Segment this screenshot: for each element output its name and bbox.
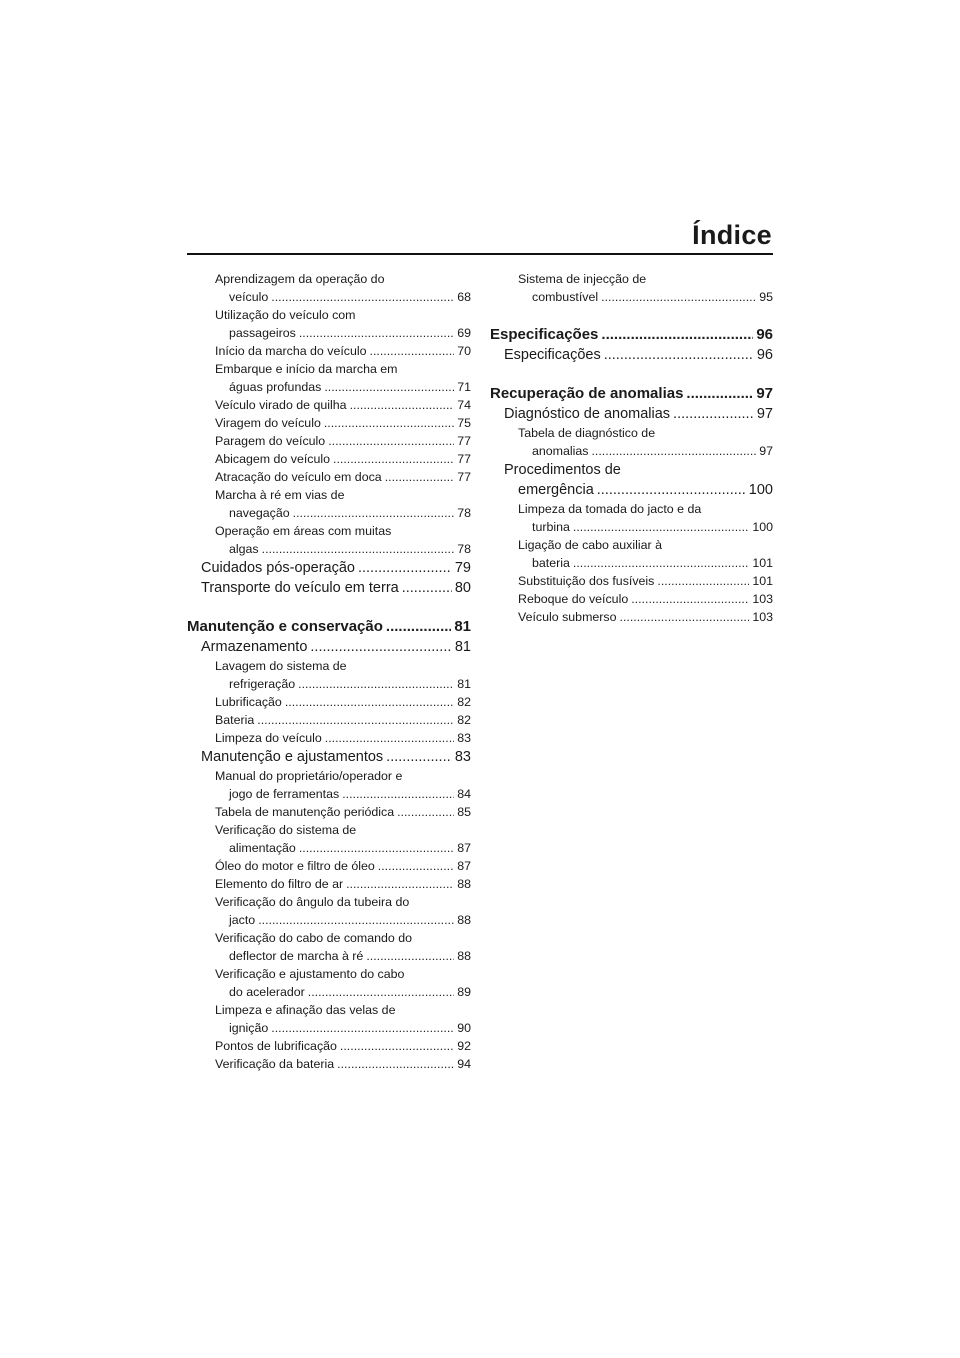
toc-entry[interactable] [490,383,773,404]
toc-entry-title: navegação [229,506,290,520]
toc-entry[interactable] [187,616,471,637]
toc-page-number: 83 [454,749,471,765]
toc-entry-line [215,711,471,729]
toc-entry-title: algas [229,542,259,556]
toc-entry-line [518,288,773,306]
toc-dot-leader [310,637,451,657]
toc-entry-title: bateria [532,556,570,570]
toc-dot-leader [620,608,750,626]
toc-entry-line [215,729,471,747]
toc-entry-title: turbina [532,520,570,534]
toc-dot-leader [604,345,754,365]
toc-entry[interactable] [490,608,773,626]
toc-page-number: 70 [457,344,471,358]
toc-entry[interactable] [187,270,471,306]
toc-entry[interactable] [490,460,773,500]
toc-entry[interactable] [187,767,471,803]
toc-entry-title: águas profundas [229,380,322,394]
toc-page-number: 77 [457,452,471,466]
toc-entry-line [215,1019,471,1037]
toc-page-number: 103 [752,610,773,624]
toc-page-number: 100 [752,520,773,534]
toc-page-number: 81 [457,677,471,691]
toc-entry-title-line1: Tabela de diagnóstico de [518,426,656,440]
toc-entry[interactable] [490,424,773,460]
toc-entry-line [201,578,471,598]
toc-entry-title-line1: Lavagem do sistema de [215,659,347,673]
toc-entry-line [215,414,471,432]
toc-entry-line [201,637,471,657]
toc-entry-title-line1: Verificação do sistema de [215,823,357,837]
toc-entry-title-line1: Ligação de cabo auxiliar à [518,538,662,552]
toc-page-number: 78 [457,506,471,520]
toc-page-number: 101 [752,556,773,570]
toc-entry-line [215,396,471,414]
toc-dot-leader [358,558,452,578]
toc-dot-leader [386,616,451,637]
toc-page-number: 82 [457,713,471,727]
toc-dot-leader [597,480,746,500]
toc-page-number: 88 [457,949,471,963]
toc-entry[interactable] [187,657,471,693]
toc-entry-title: Manutenção e conservação [187,618,383,635]
toc-entry[interactable] [490,324,773,345]
toc-entry[interactable] [187,693,471,711]
toc-dot-leader [385,468,455,486]
toc-dot-leader [370,342,455,360]
toc-entry[interactable] [187,637,471,657]
toc-entry-title: Elemento do filtro de ar [215,877,344,891]
toc-entry[interactable] [490,572,773,590]
toc-dot-leader [591,442,756,460]
toc-dot-leader [386,747,452,767]
toc-entry-title-line1: Limpeza da tomada do jacto e da [518,502,702,516]
toc-entry-title: Paragem do veículo [215,434,326,448]
toc-entry-title: Especificações [504,347,601,363]
toc-dot-leader [271,288,454,306]
toc-entry[interactable] [187,558,471,578]
toc-entry-title: Cuidados pós-operação [201,560,355,576]
toc-page-number: 97 [756,406,773,422]
toc-entry[interactable] [187,306,471,342]
toc-entry-title: Limpeza do veículo [215,731,322,745]
toc-page-number: 96 [756,347,773,363]
toc-entry[interactable] [187,486,471,522]
toc-entry[interactable] [490,590,773,608]
toc-entry-title: alimentação [229,841,296,855]
toc-entry-line [215,1037,471,1055]
toc-entry-title: Reboque do veículo [518,592,629,606]
toc-entry[interactable] [187,1001,471,1037]
toc-page-number: 100 [748,482,773,498]
toc-entry-line [518,554,773,572]
toc-entry-title: Viragem do veículo [215,416,321,430]
toc-page-number: 96 [756,326,773,343]
toc-entry-title: veículo [229,290,269,304]
toc-page-number: 97 [759,444,773,458]
toc-page-number: 87 [457,841,471,855]
toc-entry-title: Verificação da bateria [215,1057,335,1071]
toc-entry[interactable] [187,1055,471,1073]
toc-entry-title-line1: Sistema de injecção de [518,272,647,286]
toc-dot-leader [308,983,454,1001]
page-title: Índice [692,220,772,250]
toc-entry-title: Substituição dos fusíveis [518,574,655,588]
toc-entry-title-line1: Embarque e início da marcha em [215,362,398,376]
toc-entry-line [215,1055,471,1073]
toc-entry-line [215,675,471,693]
toc-dot-leader [299,324,454,342]
toc-entry-line [504,345,773,365]
toc-entry-line [215,857,471,875]
toc-dot-leader [325,729,454,747]
toc-dot-leader [337,1055,454,1073]
toc-page-number: 82 [457,695,471,709]
toc-entry-line [215,983,471,1001]
toc-entry-line [215,540,471,558]
toc-dot-leader [350,396,455,414]
toc-page-number: 83 [457,731,471,745]
toc-page-number: 88 [457,913,471,927]
toc-entry-title: jacto [229,913,256,927]
toc-dot-leader [402,578,452,598]
toc-entry-line [504,404,773,424]
toc-page-number: 68 [457,290,471,304]
toc-entry[interactable] [187,929,471,965]
toc-entry-title: do acelerador [229,985,305,999]
toc-entry-title: jogo de ferramentas [229,787,340,801]
toc-page-number: 87 [457,859,471,873]
toc-entry[interactable] [490,500,773,536]
toc-dot-leader [258,911,454,929]
toc-entry-title: Especificações [490,326,599,343]
toc-entry-line [215,324,471,342]
toc-page-number: 69 [457,326,471,340]
toc-entry-title: Abicagem do veículo [215,452,331,466]
toc-dot-leader [299,839,454,857]
toc-entry-title-line1: Procedimentos de [504,462,621,478]
toc-entry-title: combustível [532,290,599,304]
toc-page-number: 71 [457,380,471,394]
toc-entry-title: anomalias [532,444,589,458]
toc-entry-line [215,875,471,893]
toc-page-number: 74 [457,398,471,412]
toc-entry-title: deflector de marcha à ré [229,949,364,963]
toc-entry-line [215,288,471,306]
toc-entry[interactable] [187,893,471,929]
toc-entry-title: Recuperação de anomalias [490,385,684,402]
toc-entry-title-line1: Manual do proprietário/operador e [215,769,403,783]
toc-entry-line [215,378,471,396]
toc-entry-title: Veículo virado de quilha [215,398,347,412]
toc-dot-leader [346,875,454,893]
toc-page-number: 77 [457,470,471,484]
toc-entry-line [504,480,773,500]
toc-dot-leader [601,288,756,306]
toc-page-number: 103 [752,592,773,606]
toc-entry-title-line1: Aprendizagem da operação do [215,272,385,286]
toc-entry[interactable] [490,345,773,365]
toc-entry[interactable] [187,1037,471,1055]
toc-entry[interactable] [187,342,471,360]
toc-page-number: 101 [752,574,773,588]
toc-entry[interactable] [187,857,471,875]
toc-page-number: 90 [457,1021,471,1035]
toc-entry[interactable] [490,536,773,572]
toc-entry-line [518,518,773,536]
toc-entry-line [215,785,471,803]
toc-entry-line [201,558,471,578]
toc-page-number: 89 [457,985,471,999]
toc-entry-line [215,468,471,486]
toc-dot-leader [298,675,454,693]
toc-entry[interactable] [187,432,471,450]
toc-entry-title-line1: Verificação e ajustamento do cabo [215,967,405,981]
toc-entry[interactable] [187,875,471,893]
toc-entry-title: Diagnóstico de anomalias [504,406,671,422]
toc-dot-leader [328,432,454,450]
toc-entry-line [518,590,773,608]
toc-entry-title-line1: Verificação do ângulo da tubeira do [215,895,410,909]
toc-dot-leader [631,590,749,608]
toc-dot-leader [378,857,454,875]
toc-page-number: 95 [759,290,773,304]
toc-page-number: 77 [457,434,471,448]
toc-dot-leader [573,554,749,572]
toc-entry-title: passageiros [229,326,296,340]
toc-dot-leader [324,378,454,396]
toc-entry-line [187,616,471,637]
toc-page-number: 92 [457,1039,471,1053]
toc-dot-leader [285,693,454,711]
toc-entry-line [215,342,471,360]
toc-entry-line [215,911,471,929]
toc-page-number: 84 [457,787,471,801]
toc-entry-line [215,693,471,711]
toc-left-column [187,270,471,1073]
toc-dot-leader [673,404,754,424]
toc-dot-leader [262,540,455,558]
toc-dot-leader [340,1037,454,1055]
toc-dot-leader [686,383,753,404]
toc-entry-line [215,947,471,965]
toc-dot-leader [324,414,454,432]
toc-dot-leader [366,947,454,965]
toc-dot-leader [271,1019,454,1037]
toc-entry-title: Veículo submerso [518,610,617,624]
toc-page-number: 85 [457,805,471,819]
toc-entry-line [215,839,471,857]
toc-entry[interactable] [187,747,471,767]
toc-entry-line [518,572,773,590]
toc-entry[interactable] [187,803,471,821]
toc-page-number: 88 [457,877,471,891]
toc-entry-title: Armazenamento [201,639,308,655]
toc-entry-title: ignição [229,1021,269,1035]
toc-page-number: 81 [454,618,471,635]
toc-entry-title: Atracação do veículo em doca [215,470,382,484]
toc-dot-leader [657,572,749,590]
toc-entry-title: Início da marcha do veículo [215,344,367,358]
toc-entry-title: Bateria [215,713,255,727]
toc-entry-line [215,432,471,450]
toc-entry-line [215,803,471,821]
toc-entry[interactable] [187,396,471,414]
toc-entry[interactable] [187,965,471,1001]
toc-entry[interactable] [187,711,471,729]
toc-entry-line [215,504,471,522]
toc-entry-line [490,383,773,404]
toc-right-column [490,270,773,626]
toc-entry[interactable] [187,729,471,747]
toc-page-number: 94 [457,1057,471,1071]
toc-dot-leader [601,324,753,345]
title-rule [187,253,773,255]
toc-entry-line [518,608,773,626]
toc-entry[interactable] [187,414,471,432]
toc-entry-line [518,442,773,460]
toc-page-number: 79 [454,560,471,576]
toc-entry-line [490,324,773,345]
toc-page-number: 81 [454,639,471,655]
toc-entry-title-line1: Utilização do veículo com [215,308,356,322]
toc-dot-leader [397,803,454,821]
toc-entry-title: Tabela de manutenção periódica [215,805,395,819]
toc-page-number: 80 [454,580,471,596]
toc-entry-title: Transporte do veículo em terra [201,580,399,596]
toc-entry-title: Óleo do motor e filtro de óleo [215,859,375,873]
toc-dot-leader [293,504,455,522]
toc-entry[interactable] [187,522,471,558]
toc-entry-title: Pontos de lubrificação [215,1039,337,1053]
toc-entry-title-line1: Verificação do cabo de comando do [215,931,413,945]
toc-entry[interactable] [187,578,471,598]
toc-entry-title: Lubrificação [215,695,282,709]
toc-entry-line [215,450,471,468]
toc-dot-leader [573,518,749,536]
toc-entry-title: refrigeração [229,677,296,691]
toc-dot-leader [257,711,454,729]
toc-entry-title-line1: Marcha à ré em vias de [215,488,345,502]
toc-dot-leader [333,450,454,468]
toc-entry[interactable] [187,450,471,468]
toc-entry-title: Manutenção e ajustamentos [201,749,384,765]
toc-entry[interactable] [490,270,773,306]
toc-entry-title: emergência [518,482,594,498]
toc-entry[interactable] [490,404,773,424]
toc-entry-title-line1: Limpeza e afinação das velas de [215,1003,396,1017]
toc-entry[interactable] [187,821,471,857]
toc-entry-line [201,747,471,767]
toc-page-number: 78 [457,542,471,556]
toc-page-number: 75 [457,416,471,430]
toc-dot-leader [342,785,454,803]
toc-page-number: 97 [756,385,773,402]
toc-entry[interactable] [187,468,471,486]
toc-entry[interactable] [187,360,471,396]
toc-entry-title-line1: Operação em áreas com muitas [215,524,392,538]
